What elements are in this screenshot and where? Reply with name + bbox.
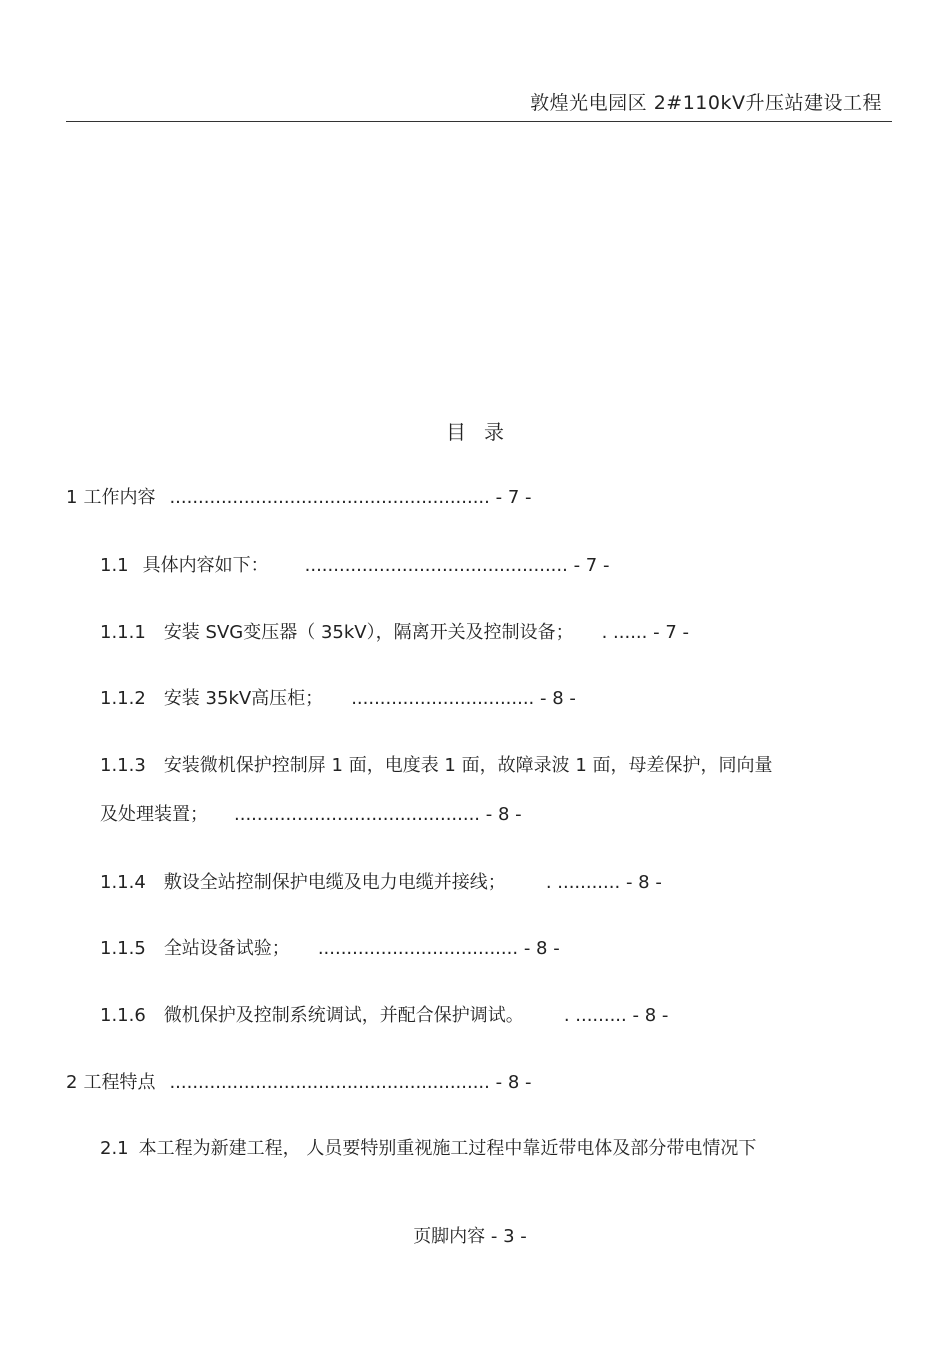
toc-entry-1-1-3-continued[interactable]	[100, 800, 522, 826]
toc-entry-page: - 8 -	[632, 1005, 669, 1026]
toc-entry-leader: ........................................................	[169, 1072, 490, 1093]
toc-entry-text: 安装 35kV高压柜；	[163, 688, 324, 709]
toc-entry-text: 微机保护及控制系统调试，并配合保护调试。	[163, 1005, 524, 1026]
toc-entry-text-line2: 及处理装置；	[100, 804, 208, 825]
toc-entry-number: 1.1	[100, 555, 129, 576]
toc-entry-1-1-1[interactable]	[100, 618, 689, 644]
toc-entry-number: 2	[66, 1072, 78, 1093]
toc-entry-text: 安装 SVG变压器（ 35kV），隔离开关及控制设备；	[163, 622, 574, 643]
toc-entry-leader: ................................	[351, 688, 535, 709]
toc-entry-number: 1.1.1	[100, 622, 146, 643]
toc-title: 目录	[446, 420, 522, 444]
toc-entry-2[interactable]	[66, 1068, 532, 1094]
toc-entry-number: 2.1	[100, 1138, 129, 1159]
toc-entry-page: - 8 -	[485, 804, 522, 825]
toc-entry-page: - 7 -	[573, 555, 610, 576]
toc-entry-text: 全站设备试验；	[163, 938, 290, 959]
toc-entry-leader: ...................................	[317, 938, 519, 959]
toc-entry-text: 具体内容如下：	[142, 555, 269, 576]
header-divider	[66, 121, 892, 122]
toc-entry-1[interactable]	[66, 483, 532, 509]
toc-entry-number: 1	[66, 487, 78, 508]
toc-entry-1-1-4[interactable]	[100, 868, 662, 894]
toc-entry-leader: ........................................................	[169, 487, 490, 508]
header-title: 敦煌光电园区 2#110kV升压站建设工程	[530, 92, 882, 114]
toc-entry-1-1-5[interactable]	[100, 934, 560, 960]
toc-entry-1-1-3[interactable]	[100, 751, 787, 777]
toc-entry-2-1[interactable]	[100, 1134, 770, 1160]
toc-entry-page: - 8 -	[625, 872, 662, 893]
toc-entry-1-1[interactable]	[100, 551, 609, 577]
toc-entry-number: 1.1.3	[100, 755, 146, 776]
toc-entry-leader: ...........................................	[234, 804, 481, 825]
toc-entry-text: 敷设全站控制保护电缆及电力电缆并接线；	[163, 872, 506, 893]
toc-entry-1-1-6[interactable]	[100, 1001, 668, 1027]
toc-entry-text: 本工程为新建工程， 人员要特别重视施工过程中靠近带电体及部分带电情况下	[138, 1138, 757, 1159]
toc-entry-leader: . ......	[601, 622, 648, 643]
toc-entry-text: 工程特点	[83, 1072, 156, 1093]
toc-entry-page: - 7 -	[653, 622, 689, 643]
toc-entry-number: 1.1.6	[100, 1005, 146, 1026]
toc-entry-number: 1.1.5	[100, 938, 146, 959]
toc-entry-text: 工作内容	[83, 487, 156, 508]
toc-entry-leader: . ...........	[545, 872, 621, 893]
toc-entry-number: 1.1.4	[100, 872, 146, 893]
toc-entry-page: - 7 -	[495, 487, 532, 508]
toc-entry-page: - 8 -	[495, 1072, 532, 1093]
toc-entry-1-1-2[interactable]	[100, 684, 576, 710]
toc-entry-page: - 8 -	[540, 688, 576, 709]
toc-entry-leader: . .........	[563, 1005, 627, 1026]
page-footer: 页脚内容 - 3 -	[413, 1226, 527, 1247]
toc-entry-number: 1.1.2	[100, 688, 146, 709]
toc-entry-leader: ..............................................	[304, 555, 568, 576]
toc-entry-page: - 8 -	[523, 938, 560, 959]
toc-entry-text-line1: 安装微机保护控制屏 1 面，电度表 1 面，故障录波 1 面，母差保护，同向量	[163, 755, 773, 776]
